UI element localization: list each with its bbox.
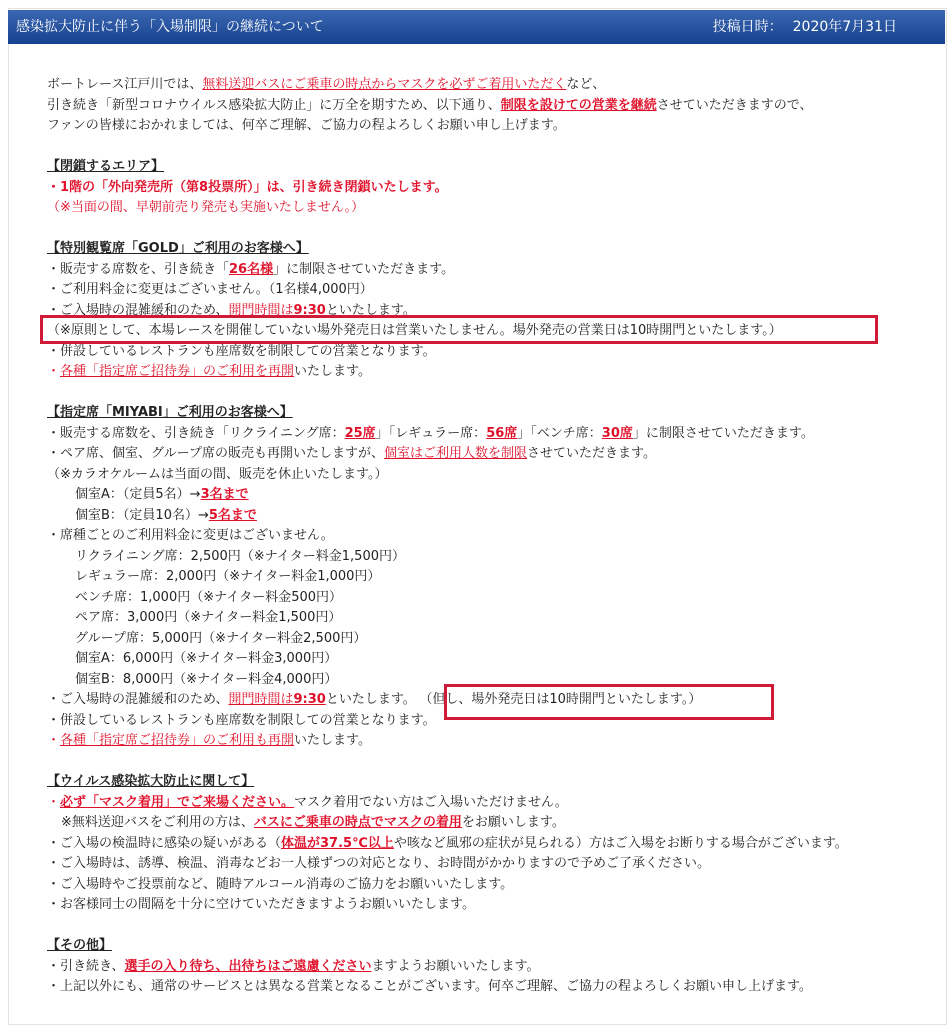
mask-required-notice: 必ず「マスク着用」でご来場ください。: [60, 794, 295, 810]
miyabi-bench-limit: 30席: [601, 425, 633, 441]
miyabi-open-time: 9:30: [293, 692, 326, 707]
closed-line-2: （※当面の間、早朝前売り発売も実施いたしません。）: [47, 200, 365, 215]
miyabi-line-3: （※カラオケルームは当面の間、販売を休止いたします。）: [47, 466, 388, 482]
intro-line-2: [47, 96, 927, 117]
virus-line-3: [47, 834, 927, 855]
gold-open-time-label: 開門時間は: [228, 302, 294, 318]
gold-bullet: ・: [47, 364, 61, 379]
miyabi-text: 」に制限させていただきます。: [632, 425, 814, 441]
intro-text: させていただきますので、: [656, 97, 813, 113]
virus-text: をお願いします。: [461, 815, 565, 830]
gold-text: 」に制限させていただきます。: [273, 261, 455, 277]
virus-line-6: ・お客様同士の間隔を十分に空けていただきますようお願いいたします。: [47, 897, 475, 912]
miyabi-bullet: ・: [47, 733, 61, 748]
intro-line-3: ファンの皆様におかれましては、何卒ご理解、ご協力の程よろしくお願い申し上げます。: [47, 118, 566, 133]
article-title: 感染拡大防止に伴う「入場制限」の継続について: [16, 19, 324, 35]
closed-line-1: ・1階の「外向発売所（第8投票所）」は、引き続き閉鎖いたします。: [47, 179, 448, 195]
gold-line-5: ・併設しているレストランも座席数を制限しての営業となります。: [47, 343, 436, 359]
intro-line-1: [47, 75, 927, 96]
price-item: 個室B：8,000円（※ナイター料金4,000円）: [75, 671, 338, 687]
intro-text: ボートレース江戸川では、: [47, 77, 203, 92]
gold-text: いたします。: [294, 364, 371, 379]
miyabi-invitation-link[interactable]: 各種「指定席ご招待券」のご利用も再開: [60, 733, 295, 748]
miyabi-room-a: [47, 485, 927, 506]
miyabi-room-limit: 個室はご利用人数を制限: [383, 446, 527, 461]
virus-line-1: [47, 793, 927, 814]
miyabi-text: 個室A：（定員5名）→: [75, 487, 201, 502]
miyabi-room-b: [47, 506, 927, 527]
virus-text: ・ご入場の検温時に感染の疑いがある（: [47, 835, 282, 851]
miyabi-text: といたします。: [325, 692, 416, 707]
miyabi-open-time-label: 開門時間は: [228, 692, 294, 707]
virus-line-2: [47, 813, 927, 834]
virus-text: や咳など風邪の症状が見られる）方はご入場をお断りする場合がございます。: [393, 835, 848, 851]
miyabi-text: させていただきます。: [526, 446, 656, 461]
miyabi-line-6: ・席種ごとのご利用料金に変更はございません。: [47, 528, 334, 543]
virus-line-4: ・ご入場時は、誘導、検温、消毒などお一人様ずつの対応となり、お時間がかかりますので予めご了承ください。: [47, 856, 711, 871]
miyabi-text: 」「ベンチ席：: [517, 425, 602, 441]
gold-seat-limit: 26名様: [229, 261, 274, 277]
miyabi-line-8: ・併設しているレストランも座席数を制限しての営業となります。: [47, 712, 436, 728]
section-heading-miyabi: 【指定席「MIYABI」ご利用のお客様へ】: [47, 405, 293, 420]
other-text: ますようお願いいたします。: [371, 958, 540, 974]
miyabi-text: ・ご入場時の混雑緩和のため、: [47, 692, 229, 707]
posted-date: 2020年7月31日: [792, 19, 897, 35]
intro-restriction-notice: 制限を設けての営業を継続: [500, 97, 657, 113]
article-header: [8, 10, 945, 44]
virus-text: ※無料送迎バスをご利用の方は、: [61, 815, 254, 830]
miyabi-line-9: [47, 731, 927, 752]
intro-mask-notice: 無料送迎バスにご乗車の時点からマスクを必ずご着用いただく: [202, 77, 567, 92]
miyabi-text: 」「レギュラー席：: [375, 425, 487, 441]
price-item: ペア席：3,000円（※ナイター料金1,500円）: [75, 610, 342, 625]
intro-text: など、: [566, 77, 606, 92]
miyabi-text: ・ペア席、個室、グループ席の販売も再開いたしますが、: [47, 446, 384, 461]
miyabi-offsite-note: （但し、場外発売日は10時開門といたします。）: [425, 692, 702, 707]
virus-text: マスク着用でない方はご入場いただけません。: [294, 794, 568, 810]
gold-line-2: ・ご利用料金に変更はございません。（1名様4,000円）: [47, 282, 373, 297]
other-line-1: [47, 957, 927, 978]
other-text: ・引き続き、: [47, 958, 125, 974]
virus-line-5: ・ご入場時やご投票前など、随時アルコール消毒のご協力をお願いいたします。: [47, 876, 514, 892]
bus-mask-notice: バスにご乗車の時点でマスクの着用: [253, 815, 462, 830]
posted-info: [713, 10, 897, 44]
price-item: グループ席：5,000円（※ナイター料金2,500円）: [75, 630, 367, 646]
miyabi-regular-limit: 56席: [486, 425, 518, 441]
miyabi-line-2: [47, 444, 927, 465]
gold-text: ・ご入場時の混雑緩和のため、: [47, 302, 229, 318]
gold-open-time: 9:30: [293, 302, 326, 318]
miyabi-text: いたします。: [294, 733, 371, 748]
price-item: ベンチ席：1,000円（※ナイター料金500円）: [75, 589, 343, 605]
posted-label: 投稿日時：: [712, 19, 783, 35]
highlight-box-gold-note: [40, 315, 878, 344]
other-line-2: ・上記以外にも、通常のサービスとは異なる営業となることがございます。何卒ご理解、ご協力の程よろしくお願い申し上げます。: [47, 979, 812, 994]
temperature-notice: 体温が37.5℃以上: [281, 835, 394, 851]
miyabi-recliner-limit: 25席: [344, 425, 376, 441]
intro-text: 引き続き「新型コロナウイルス感染拡大防止」に万全を期すため、以下通り、: [47, 97, 501, 113]
miyabi-line-1: [47, 424, 927, 445]
gold-invitation-link[interactable]: 各種「指定席ご招待券」のご利用を再開: [60, 364, 295, 379]
section-heading-closed: 【閉鎖するエリア】: [47, 159, 165, 174]
section-heading-other: 【その他】: [47, 938, 113, 953]
section-heading-gold: 【特別観覧席「GOLD」ご利用のお客様へ】: [47, 241, 309, 256]
article-body: [47, 75, 927, 998]
price-item: レギュラー席：2,000円（※ナイター料金1,000円）: [75, 569, 381, 584]
price-item: 個室A：6,000円（※ナイター料金3,000円）: [75, 651, 338, 666]
section-heading-virus: 【ウイルス感染拡大防止に関して】: [47, 774, 255, 789]
gold-text: ・販売する席数を、引き続き「: [47, 261, 230, 277]
no-waiting-notice: 選手の入り待ち、出待ちはご遠慮ください: [124, 958, 372, 974]
gold-line-1: [47, 260, 927, 281]
miyabi-text: ・販売する席数を、引き続き「リクライニング席：: [47, 425, 345, 441]
price-item: リクライニング席：2,500円（※ナイター料金1,500円）: [75, 548, 405, 564]
gold-text: といたします。: [325, 302, 416, 318]
highlight-box-miyabi-note: [444, 684, 774, 720]
room-a-capacity: 3名まで: [200, 487, 249, 502]
gold-line-6: [47, 362, 927, 383]
virus-bullet: ・: [47, 794, 61, 810]
room-b-capacity: 5名まで: [208, 507, 257, 523]
miyabi-text: 個室B：（定員10名）→: [75, 507, 209, 523]
gold-line-4: （※原則として、本場レースを開催していない場外発売日は営業いたしません。場外発売の営業日は10時開門といたします。）: [47, 323, 782, 338]
